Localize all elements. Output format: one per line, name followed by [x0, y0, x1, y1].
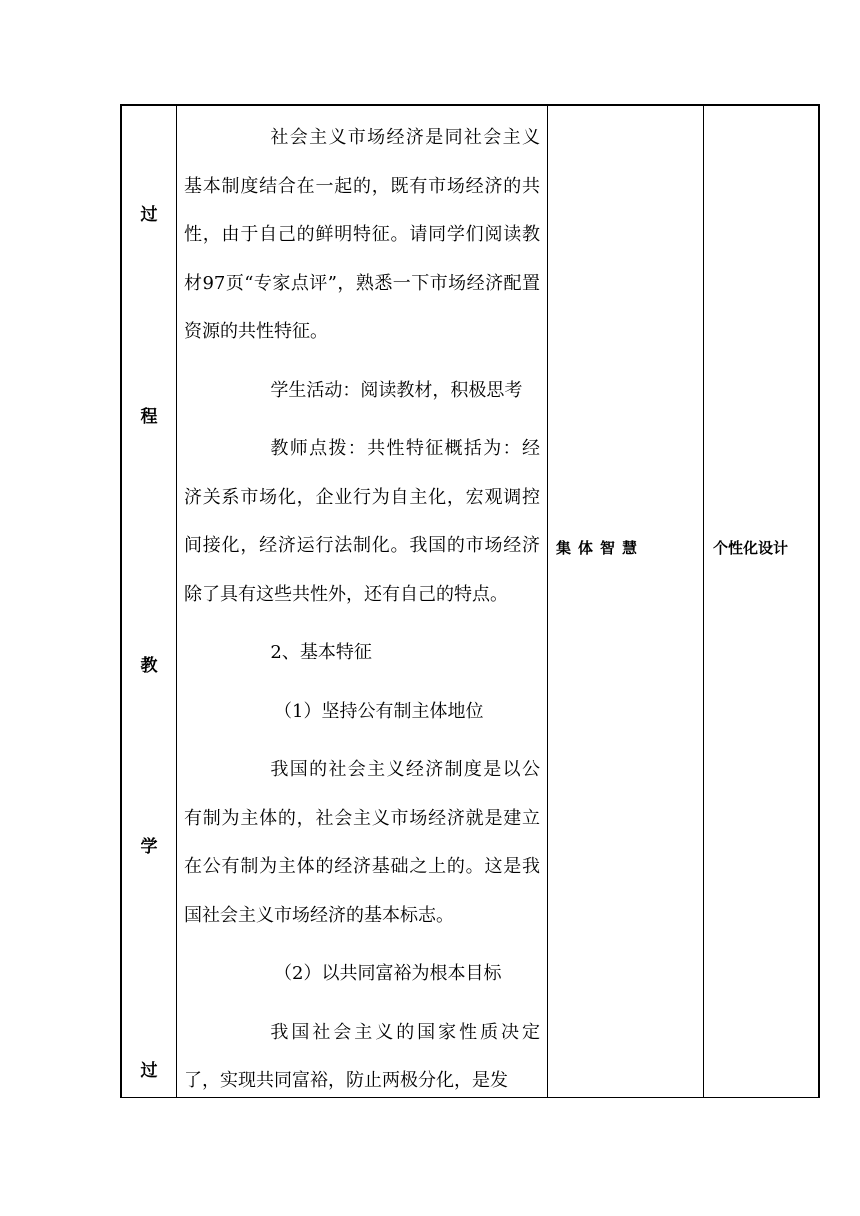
personalized-design-header: 个性化设计 — [713, 539, 789, 557]
side-label: 过 — [140, 205, 158, 225]
paragraph: 我国的社会主义经济制度是以公有制为主体的，社会主义市场经济就是建立在公有制为主体的经济基础之上的。这是我国社会主义市场经济的基本标志。 — [184, 759, 540, 926]
side-label: 程 — [140, 407, 158, 427]
paragraph: 学生活动：阅读教材，积极思考 — [270, 379, 523, 401]
side-label: 学 — [140, 837, 158, 857]
subheading: （1）坚持公有制主体地位 — [274, 700, 484, 722]
side-label: 过 — [140, 1061, 158, 1081]
lesson-table — [120, 104, 820, 1098]
side-label-column — [122, 106, 176, 1097]
lesson-content — [184, 114, 540, 1106]
side-label: 教 — [140, 656, 158, 676]
paragraph: 教师点拨：共性特征概括为：经济关系市场化，企业行为自主化，宏观调控间接化，经济运行法制化。我国的市场经济除了具有这些共性外，还有自己的特点。 — [184, 438, 540, 605]
section-heading: 2、基本特征 — [270, 642, 372, 663]
paragraph: 社会主义市场经济是同社会主义基本制度结合在一起的，既有市场经济的共性，由于自己的鲜明特征。请同学们阅读教材97页“专家点评”，熟悉一下市场经济配置资源的共性特征。 — [184, 127, 540, 342]
paragraph: 我国社会主义的国家性质决定了，实现共同富裕，防止两极分化，是发 — [184, 1021, 540, 1091]
column-divider — [703, 106, 704, 1097]
column-divider — [547, 106, 548, 1097]
column-divider — [176, 106, 177, 1097]
subheading: （2）以共同富裕为根本目标 — [274, 963, 502, 984]
collective-wisdom-header: 集体智慧 — [556, 539, 645, 557]
